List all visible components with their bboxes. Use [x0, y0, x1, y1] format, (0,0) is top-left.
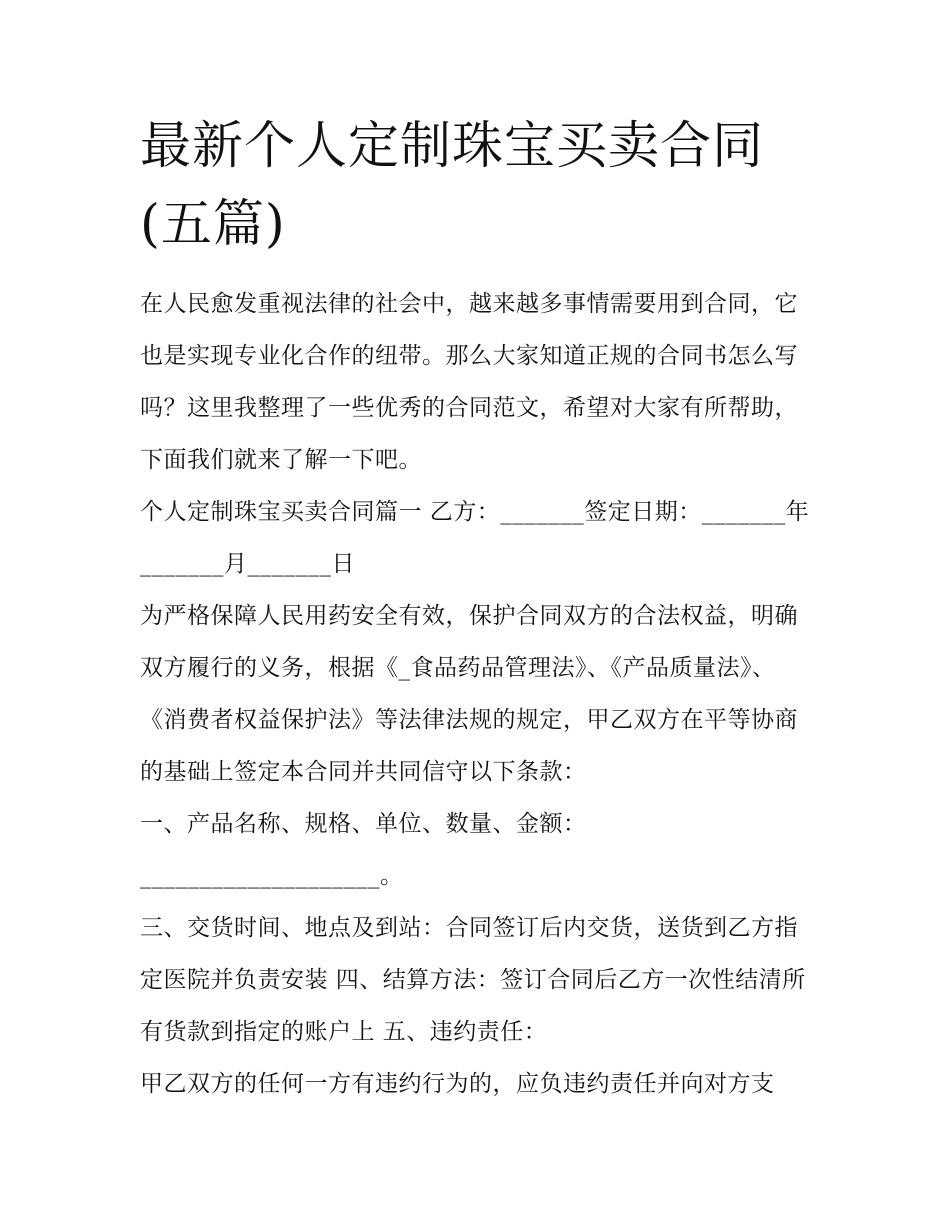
intro-paragraph: 在人民愈发重视法律的社会中，越来越多事情需要用到合同，它也是实现专业化合作的纽带。那么大家知道正规的合同书怎么写吗？这里我整理了一些优秀的合同范文，希望对大家有所帮助，下面我们就来了解一下吧。 — [140, 291, 798, 473]
clause-3-5-paragraph: 三、交货时间、地点及到站：合同签订后内交货，送货到乙方指定医院并负责安装 四、结算方法：签订合同后乙方一次性结清所有货款到指定的账户上 五、违约责任： — [140, 915, 806, 1045]
breach-paragraph: 甲乙双方的任何一方有违约行为的，应负违约责任并向对方支 — [140, 1071, 775, 1097]
purpose-paragraph: 为严格保障人民用药安全有效，保护合同双方的合法权益，明确双方履行的义务，根据《_食品药品管理法》、《产品质量法》、《消费者权益保护法》等法律法规的规定，甲乙双方在平等协商的基础上签定本合同并共同信守以下条款： — [140, 603, 798, 785]
document-title: 最新个人定制珠宝买卖合同(五篇) — [140, 117, 765, 254]
contract-header-paragraph: 个人定制珠宝买卖合同篇一 乙方：_______签定日期：_______年_______月_______日 — [140, 499, 810, 577]
clause-1-paragraph: 一、产品名称、规格、单位、数量、金额： — [140, 811, 587, 837]
document-body — [140, 278, 810, 1110]
blank-line-paragraph: ____________________。 — [140, 863, 404, 889]
